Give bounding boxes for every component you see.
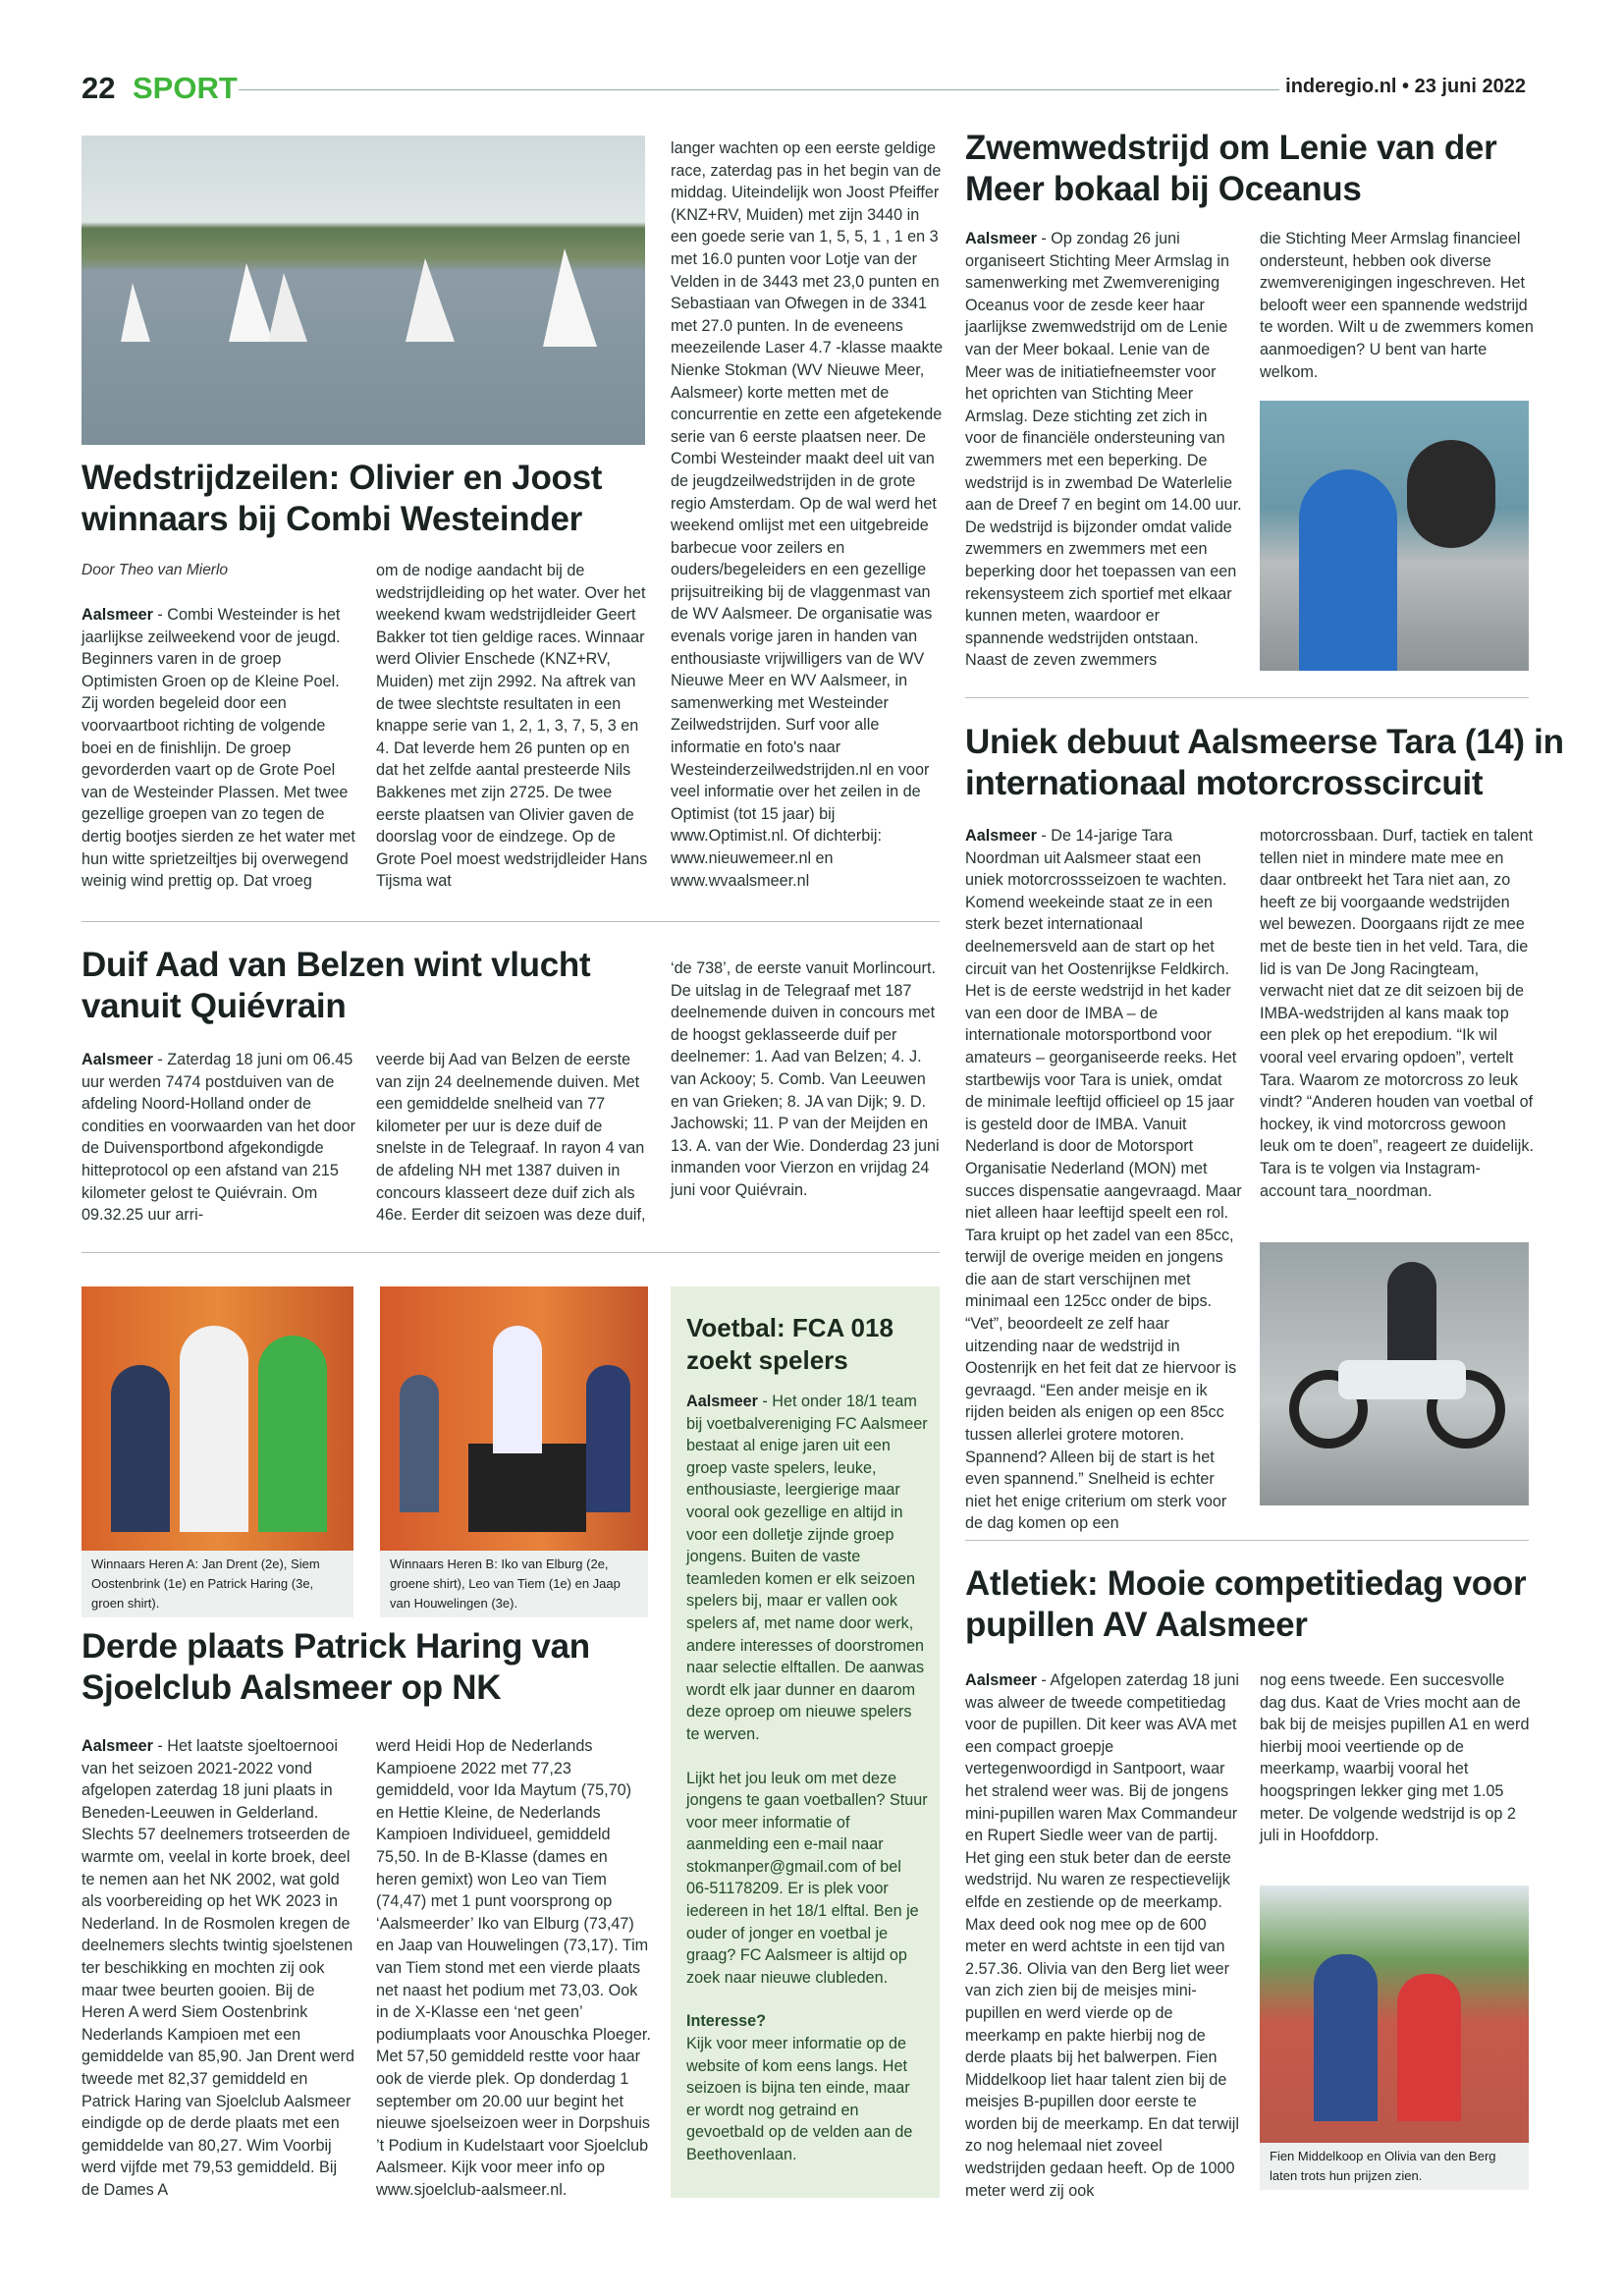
dateline: Aalsmeer — [81, 1737, 153, 1755]
dateline: Aalsmeer — [965, 1671, 1037, 1689]
dateline: Aalsmeer — [686, 1393, 758, 1410]
football-box — [671, 1286, 940, 2198]
football-paragraph-2: Lijkt het jou leuk om met deze jongens te gaan voetballen? Stuur voor meer informatie of aanmelding een e-mail naar stokmanper@gmail.com of bel 06-51178209. Er is plek voor iedereen in het 18/1 elftal. Ben je ouder of jonger en voetbal je graag? FC Aalsmeer is altijd op zoek naar nieuwe clubleden. — [686, 1769, 928, 1987]
football-headline: Voetbal: FCA 018 zoekt spelers — [686, 1313, 893, 1375]
athletics-column-2: nog eens tweede. Een succesvolle dag dus. Kaat de Vries mocht aan de bak bij de meisjes pupillen A1 en werd hierbij mooi veertiende op de meerkamp, waarbij vooral het hoogspringen lekker ging met 1.05 meter. De volgende wedstrijd is op 2 juli in Hoofddorp. — [1260, 1671, 1530, 1845]
football-paragraph-3: Kijk voor meer informatie op de website of kom eens langs. Het seizoen is bijna ten einde, maar er wordt nog getraind en gevoetbald op de velden aan de Beethovenlaan. — [686, 2035, 913, 2163]
athletics-headline: Atletiek: Mooie competitiedag voor pupillen AV Aalsmeer — [965, 1564, 1527, 1644]
sailing-column-3: langer wachten op een eerste geldige race, zaterdag pas in het begin van de middag. Uiteindelijk won Joost Pfeiffer (KNZ+RV, Muiden) met zijn 3440 in een goede serie van 1, 5, 5, 1 , 1 en 3 met 16.0 punten voor Lotje van der Velden in de 3443 met 23,0 punten en Sebastiaan van Ofwegen in de 3341 met 27.0 punten. In de eveneens meezeilende Laser 4.7 -klasse maakte Nienke Stokman (WV Nieuwe Meer, Aalsmeer) korte metten met de concurrentie en zette een afgetekende serie van 6 eerste plaatsen neer. De Combi Westeinder maakt deel uit van de jeugdzeilwedstrijden in de grote regio Amsterdam. Op de wal werd het weekend omlijst met een uitgebreide barbecue voor zeilers en ouders/begeleiders en een gezellige prijsuitreiking bij de vlaggenmast van de WV Aalsmeer. De organisatie was evenals vorige jaren in handen van enthousiaste vrijwilligers van de WV Nieuwe Meer en WV Aalsmeer, in samenwerking met Westeinder Zeilwedstrijden. Surf voor alle informatie en foto's naar Westeinderzeilwedstrijden.nl en voor veel informatie over het zeilen in de Optimist (tot 15 jaar) bij www.Optimist.nl. Of dichterbij: www.nieuwemeer.nl en www.wvaalsmeer.nl — [671, 139, 944, 890]
photo-caption: Fien Middelkoop en Olivia van den Berg laten trots hun prijzen zien. — [1260, 2143, 1529, 2190]
divider — [965, 1540, 1529, 1541]
athletics-photo — [1260, 1886, 1529, 2190]
pigeon-column-2: veerde bij Aad van Belzen de eerste van zijn 24 deelnemende duiven. Met een gemiddelde snelheid van 77 kilometer per uur is deze duif de snelste in de Telegraaf. In rayon 4 van de afdeling NH met 1387 duiven in concours klasseert deze duif zich als 46e. Eerder dit seizoen was deze duif, — [376, 1051, 646, 1225]
sailing-byline: Door Theo van Mierlo — [81, 562, 229, 578]
motocross-column-2: motorcrossbaan. Durf, tactiek en talent tellen niet in mindere mate mee en daar ontbreekt het Tara niet aan, zo heeft ze bij voorgaande wedstrijden wel bewezen. Doorgaans rijdt ze mee met de beste tien in het veld. Tara, die lid is van De Jong Racingteam, verwacht niet dat ze dit seizoen bij de IMBA-wedstrijden al kans maak top een plek op het erepodium. “Ik wil vooral veel ervaring opdoen”, vertelt Tara. Waarom ze motorcross zo leuk vindt? “Anderen houden van voetbal of hockey, ik vind motorcross gewoon leuk om te doen”, reageert ze duidelijk. Tara is te volgen via Instagram-account tara_noordman. — [1260, 827, 1534, 1200]
pigeon-headline: Duif Aad van Belzen wint vlucht vanuit Quiévrain — [81, 946, 591, 1025]
sailing-headline: Wedstrijdzeilen: Olivier en Joost winnaars bij Combi Westeinder — [81, 459, 603, 538]
photo-caption: Winnaars Heren A: Jan Drent (2e), Siem Oostenbrink (1e) en Patrick Haring (3e, groen shirt). — [81, 1551, 353, 1617]
divider — [81, 1252, 940, 1253]
divider — [81, 921, 940, 922]
football-subhead: Interesse? — [686, 2012, 766, 2031]
sjoel-column-2: werd Heidi Hop de Nederlands Kampioene 2022 met 77,23 gemiddeld, voor Ida Maytum (75,70) en Hettie Kleine, de Nederlands Kampioen Individueel, gemiddeld 75,50. In de B-Klasse (dames en heren gemixt) won Leo van Tiem (74,47) met 1 punt voorsprong op ‘Aalsmeerder’ Iko van Elburg (73,47) en Jaap van Houwelingen (73,17). Tim van Tiem stond met een vierde plaats net naast het podium met 73,03. Ook in de X-Klasse een ‘net geen’ podiumplaats voor Anouschka Ploeger. Met 57,50 gemiddeld restte voor haar ook de vierde plek. Op donderdag 1 september om 20.00 uur begint het nieuwe sjoelseizoen weer in Dorpshuis ’t Podium in Kudelstaart voor Sjoelclub Aalsmeer. Kijk voor meer info op www.sjoelclub-aalsmeer.nl. — [376, 1737, 651, 2199]
sjoel-photo-heren-b — [380, 1286, 648, 1617]
motocross-photo — [1260, 1242, 1529, 1505]
swimming-headline: Zwemwedstrijd om Lenie van der Meer bokaal bij Oceanus — [965, 129, 1497, 208]
page-number: 22 — [81, 71, 116, 105]
photo-caption: Winnaars Heren B: Iko van Elburg (2e, groene shirt), Leo van Tiem (1e) en Jaap van Houwelingen (3e). — [380, 1551, 648, 1617]
dateline: Aalsmeer — [81, 1051, 153, 1068]
pigeon-column-3: ‘de 738’, de eerste vanuit Morlincourt. De uitslag in de Telegraaf met 187 deelnemende duiven in concours met de hoogst geklasseerde duif per deelnemer: 1. Aad van Belzen; 4. J. van Ackooy; 5. Comb. Van Leeuwen en van Grieken; 8. JA van Dijk; 9. D. Jachowski; 11. P van der Meijden en 13. A. van der Wie. Donderdag 23 juni inmanden voor Vierzon en vrijdag 24 juni voor Quiévrain. — [671, 959, 940, 1199]
header-rule — [239, 89, 1279, 90]
athletics-column-1: Aalsmeer - Afgelopen zaterdag 18 juni was alweer de tweede competitiedag voor de pupillen. Dit keer was AVA met een compact groepje vertegenwoordigd in Santpoort, waar het stralend weer was. Bij de jongens mini-pupillen waren Max Commandeur en Rupert Siedle weer van de partij. Het ging een stuk beter dan de eerste wedstrijd. Nu waren ze respectievelijk elfde en zestiende op de meerkamp. Max deed ook nog mee op de 600 meter en werd achtste in een tijd van 2.57.36. Olivia van den Berg liet weer van zich zien bij de meisjes mini-pupillen en werd vierde op de meerkamp en pakte hierbij nog de derde plaats bij het balwerpen. Fien Middelkoop liet haar talent zien bij de meisjes B-pupillen door eerste te worden bij de meerkamp. En dat terwijl zo nog helemaal niet zoveel wedstrijden gedaan heeft. Op de 1000 meter werd zij ook — [965, 1671, 1240, 2200]
sjoel-column-1: Aalsmeer - Het laatste sjoeltoernooi van het seizoen 2021-2022 vond afgelopen zaterdag 18 juni plaats in Beneden-Leeuwen in Gelderland. Slechts 57 deelnemers trotseerden de warmte om, veelal in korte broek, deel te nemen aan het NK 2002, wat gold als voorbereiding op het WK 2023 in Nederland. In de Rosmolen kregen de deelnemers slechts twintig sjoelstenen ter beschikking en mochten zij ook maar twee beurten gooien. Bij de Heren A werd Siem Oostenbrink Nederlands Kampioen met een gemiddelde van 85,90. Jan Drent werd tweede met 82,37 gemiddeld en Patrick Haring van Sjoelclub Aalsmeer eindigde op de derde plaats met een gemiddelde van 80,27. Wim Voorbij werd vijfde met 79,53 gemiddeld. Bij de Dames A — [81, 1737, 355, 2199]
sjoel-photo-heren-a — [81, 1286, 353, 1617]
pigeon-column-1: Aalsmeer - Zaterdag 18 juni om 06.45 uur werden 7474 postduiven van de afdeling Noord-Holland onder de condities en voorwaarden van het door de Duivensportbond afgekondigde hitteprotocol op een afstand van 215 kilometer gelost te Quiévrain. Om 09.32.25 uur arri- — [81, 1051, 355, 1225]
divider — [965, 697, 1529, 698]
sailing-column-1: Aalsmeer - Combi Westeinder is het jaarlijkse zeilweekend voor de jeugd. Beginners varen in de groep Optimisten Groen op de Kleine Poel. Zij worden begeleid door een voorvaartboot richting de volgende boei en de finishlijn. De groep gevorderden vaart op de Grote Poel van de Westeinder Plassen. Met twee gezellige groepen van zo tegen de dertig bootjes sierden ze het water met hun witte sprietzeiltjes bij overwegend weinig wind prettig op. Dat vroeg — [81, 606, 355, 891]
sjoel-headline: Derde plaats Patrick Haring van Sjoelclub Aalsmeer op NK — [81, 1627, 590, 1707]
football-paragraph-1: Aalsmeer - Het onder 18/1 team bij voetbalvereniging FC Aalsmeer bestaat al enige jaren uit een groep vaste spelers, leuke, enthousiaste, leergierige maar vooral ook gezellige en altijd in voor een dolletje zijnde groep jongens. Buiten de vaste teamleden komen er elk seizoen spelers bij, maar er vallen ook spelers af, met name door werk, andere interesses of doorstromen naar selectie elftallen. De aanwas wordt elk jaar dunner en daarom deze oproep om nieuwe spelers te werven. — [686, 1393, 928, 1743]
swimming-column-1: Aalsmeer - Op zondag 26 juni organiseert Stichting Meer Armslag in samenwerking met Zwemvereniging Oceanus voor de zesde keer haar jaarlijkse zwemwedstrijd om de Lenie van der Meer bokaal. Lenie van de Meer was de initiatiefneemster voor het oprichten van Stichting Meer Armslag. Deze stichting zet zich in voor de financiële ondersteuning van zwemmers met een beperking. De wedstrijd is in zwembad De Waterlelie aan de Dreef 7 en begint om 14.00 uur. De wedstrijd is bijzonder omdat valide zwemmers en zwemmers met een beperking door het toepassen van een rekensysteem zich sportief met elkaar kunnen meten, waardoor er spannende wedstrijden ontstaan. Naast de zeven zwemmers — [965, 230, 1242, 670]
motocross-column-1: Aalsmeer - De 14-jarige Tara Noordman uit Aalsmeer staat een uniek motorcrossseizoen te wachten. Komend weekeinde staat ze in een sterk bezet internationaal deelnemersveld aan de start op het circuit van het Oostenrijkse Feldkirch. Het is de eerste wedstrijd in het kader van een door de IMBA – de internationale motorsportbond voor amateurs – georganiseerde reeks. Het startbewijs voor Tara is uniek, omdat de minimale leeftijd officieel op 15 jaar is gesteld door de IMBA. Vanuit Nederland is door de Motorsport Organisatie Nederland (MON) met succes dispensatie aangevraagd. Maar niet alleen haar leeftijd speelt een rol. Tara kruipt op het zadel van een 85cc, terwijl de overige meiden en jongens die aan de start verschijnen met minimaal een 125cc onder de bips. “Vet”, beoordeelt ze zelf haar uitzending naar de wedstrijd in Oostenrijk en het feit dat ze hiervoor is gevraagd. “Een ander meisje en ik rijden beiden als enigen op een 85cc tussen allerlei grotere motoren. Spannend? Alleen bij de start is het even spannend.” Snelheid is echter niet het enige criterium om sterk voor de dag komen op een — [965, 827, 1242, 1533]
swimming-column-2: die Stichting Meer Armslag financieel ondersteunt, hebben ook diverse zwemverenigingen ingeschreven. Het belooft weer een spannende wedstrijd te worden. Wilt u de zwemmers komen aanmoedigen? U bent van harte welkom. — [1260, 230, 1534, 381]
motocross-headline: Uniek debuut Aalsmeerse Tara (14) in internationaal motorcrosscircuit — [965, 723, 1564, 802]
site-date: inderegio.nl • 23 juni 2022 — [1285, 76, 1526, 97]
sailing-photo — [81, 136, 645, 445]
swimming-photo — [1260, 401, 1529, 671]
section-title: SPORT — [133, 71, 238, 105]
dateline: Aalsmeer — [965, 230, 1037, 247]
dateline: Aalsmeer — [965, 827, 1037, 845]
dateline: Aalsmeer — [81, 606, 153, 624]
sailing-column-2: om de nodige aandacht bij de wedstrijdleiding op het water. Over het weekend kwam wedstrijdleider Geert Bakker tot tien geldige races. Winnaar werd Olivier Enschede (KNZ+RV, Muiden) met zijn 2992. Na aftrek van de twee slechtste resultaten in een knappe serie van 1, 2, 1, 3, 7, 5, 3 en 4. Dat leverde hem 26 punten op en dat het zelfde aantal presteerde Nils Bakkenes met zijn 2725. De twee eerste plaatsen van Olivier gaven de doorslag voor de eindzege. Op de Grote Poel moest wedstrijdleider Hans Tijsma wat — [376, 562, 648, 891]
